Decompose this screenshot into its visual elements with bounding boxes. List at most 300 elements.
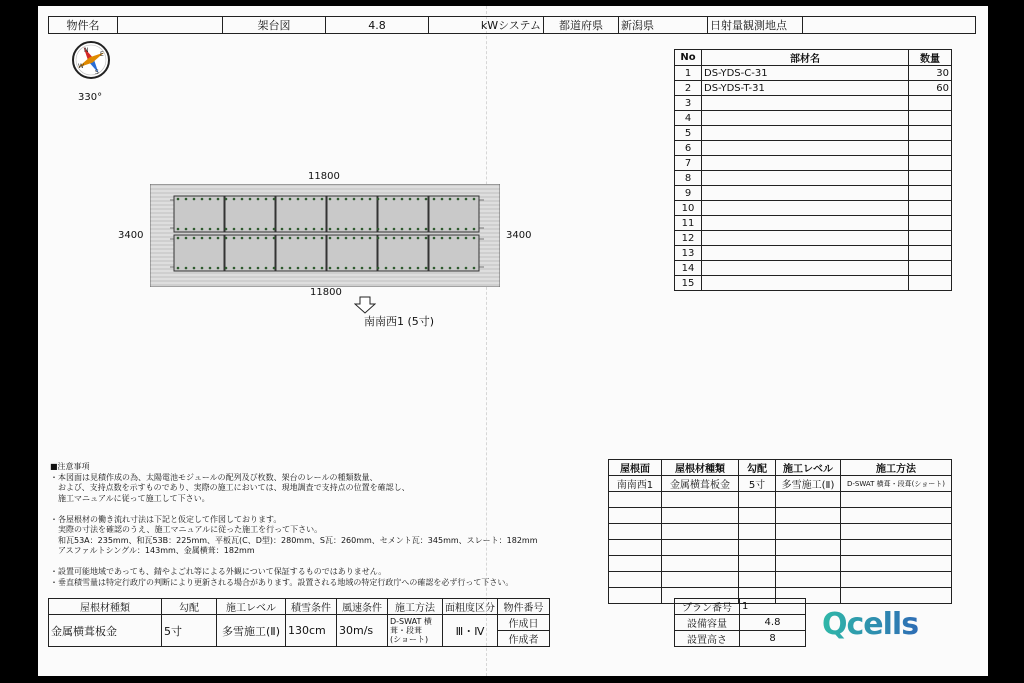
parts-no: 13 [675, 246, 702, 261]
parts-row [675, 156, 952, 171]
support-point [345, 267, 348, 270]
support-point [337, 267, 340, 270]
support-point [297, 198, 300, 201]
dimension-left: 3400 [118, 230, 144, 241]
parts-no: 1 [675, 66, 702, 81]
support-point [409, 237, 412, 240]
solar-module [225, 196, 275, 232]
parts-qty [909, 231, 952, 246]
notes-line: ・本図面は見積作成の為、太陽電池モジュールの配列及び枚数、架台のレールの種類数量、 [50, 472, 378, 482]
support-point [193, 228, 196, 231]
roof-cell [776, 556, 841, 572]
support-point [177, 228, 180, 231]
support-point [225, 237, 228, 240]
support-point [441, 228, 444, 231]
dimension-bottom: 11800 [310, 287, 342, 298]
support-point [185, 267, 188, 270]
roof-header-level: 施工レベル [776, 460, 841, 476]
support-point [233, 267, 236, 270]
support-point [209, 198, 212, 201]
support-point [233, 198, 236, 201]
parts-no: 3 [675, 96, 702, 111]
support-point [473, 198, 476, 201]
parts-name: DS-YDS-T-31 [702, 81, 909, 96]
plan-info-table [674, 598, 806, 647]
support-point [433, 198, 436, 201]
compass-letter-n: N [84, 47, 89, 54]
cond-header-slope: 勾配 [162, 599, 217, 615]
drawing-label: 架台図 [223, 17, 326, 34]
support-point [441, 267, 444, 270]
parts-row [675, 96, 952, 111]
solar-module [174, 196, 224, 232]
solar-module [327, 196, 377, 232]
parts-row [675, 216, 952, 231]
parts-no: 2 [675, 81, 702, 96]
parts-header-no: No [675, 50, 702, 66]
support-point [289, 267, 292, 270]
roof-row [609, 524, 952, 540]
parts-header-name: 部材名 [702, 50, 909, 66]
support-point [361, 237, 364, 240]
parts-no: 9 [675, 186, 702, 201]
parts-no: 10 [675, 201, 702, 216]
support-point [201, 198, 204, 201]
roof-cell [662, 572, 739, 588]
parts-no: 11 [675, 216, 702, 231]
parts-name [702, 96, 909, 111]
parts-qty [909, 201, 952, 216]
parts-qty [909, 111, 952, 126]
support-point [337, 228, 340, 231]
azimuth-label: 330° [78, 92, 103, 103]
support-point [297, 237, 300, 240]
support-point [425, 267, 428, 270]
roof-cell [662, 524, 739, 540]
support-point [433, 237, 436, 240]
plan-row [675, 615, 806, 631]
solar-module [378, 235, 428, 271]
parts-no: 5 [675, 126, 702, 141]
support-point [417, 198, 420, 201]
support-point [449, 267, 452, 270]
notes-line [50, 557, 610, 568]
roof-cell [841, 556, 952, 572]
support-point [273, 267, 276, 270]
support-point [257, 267, 260, 270]
parts-name [702, 156, 909, 171]
support-point [281, 267, 284, 270]
support-point [177, 198, 180, 201]
parts-qty [909, 141, 952, 156]
support-point [329, 267, 332, 270]
parts-qty [909, 216, 952, 231]
roof-cell [841, 540, 952, 556]
support-point [297, 267, 300, 270]
support-point [313, 267, 316, 270]
support-point [465, 228, 468, 231]
support-point [409, 267, 412, 270]
support-point [281, 237, 284, 240]
plan-value: 8 [740, 631, 806, 647]
support-point [417, 237, 420, 240]
support-point [361, 267, 364, 270]
support-point [241, 237, 244, 240]
notes-line [50, 504, 610, 515]
parts-table [674, 49, 952, 291]
support-point [201, 228, 204, 231]
roof-cell [739, 572, 776, 588]
support-point [449, 228, 452, 231]
header-table [48, 16, 976, 34]
solar-module [225, 235, 275, 271]
support-point [457, 237, 460, 240]
cond-header-level: 施工レベル [217, 599, 286, 615]
support-point [425, 228, 428, 231]
support-point [345, 237, 348, 240]
support-point [185, 228, 188, 231]
roof-cell [609, 540, 662, 556]
compass-letter-e: E [100, 51, 104, 58]
solar-module [429, 196, 479, 232]
roof-cell [662, 508, 739, 524]
roof-cell [609, 508, 662, 524]
support-point [225, 228, 228, 231]
roof-row [609, 556, 952, 572]
support-point [193, 237, 196, 240]
support-point [313, 237, 316, 240]
plan-row [675, 599, 806, 615]
support-point [281, 228, 284, 231]
roof-cell: 南南西1 [609, 476, 662, 492]
support-point [273, 237, 276, 240]
roof-cell [609, 492, 662, 508]
roof-row [609, 492, 952, 508]
support-point [257, 198, 260, 201]
support-point [457, 267, 460, 270]
support-point [377, 237, 380, 240]
parts-no: 15 [675, 276, 702, 291]
parts-name [702, 171, 909, 186]
support-point [393, 267, 396, 270]
support-point [433, 267, 436, 270]
compass-letter-s: S [95, 69, 99, 76]
support-point [409, 228, 412, 231]
support-point [353, 237, 356, 240]
plan-value: 1 [740, 599, 806, 615]
qcells-logo [820, 598, 950, 650]
support-point [385, 228, 388, 231]
roof-cell [776, 524, 841, 540]
support-point [401, 237, 404, 240]
parts-qty [909, 156, 952, 171]
support-point [241, 267, 244, 270]
support-point [377, 267, 380, 270]
support-point [177, 237, 180, 240]
parts-name [702, 141, 909, 156]
conditions-table [48, 598, 550, 647]
support-point [177, 267, 180, 270]
support-point [473, 237, 476, 240]
support-point [241, 228, 244, 231]
cond-header-snow: 積雪条件 [286, 599, 337, 615]
parts-header-qty: 数量 [909, 50, 952, 66]
roof-cell [739, 492, 776, 508]
cond-wind: 30m/s [337, 615, 388, 647]
parts-no: 6 [675, 141, 702, 156]
qcells-logo-icon [820, 598, 950, 646]
cond-roof-type: 金属横葺板金 [49, 615, 162, 647]
parts-row [675, 246, 952, 261]
parts-name [702, 111, 909, 126]
solar-module [174, 235, 224, 271]
support-point [369, 267, 372, 270]
support-point [305, 237, 308, 240]
support-point [249, 198, 252, 201]
support-point [417, 267, 420, 270]
support-point [337, 198, 340, 201]
support-point [329, 228, 332, 231]
support-point [425, 237, 428, 240]
parts-qty [909, 186, 952, 201]
support-point [209, 267, 212, 270]
support-point [465, 237, 468, 240]
plan-label: プラン番号 [675, 599, 740, 615]
solar-module [327, 235, 377, 271]
dimension-top: 11800 [308, 171, 340, 182]
roof-cell [776, 508, 841, 524]
cond-header-roof-type: 屋根材種類 [49, 599, 162, 615]
compass-icon [71, 40, 111, 80]
support-point [393, 237, 396, 240]
support-point [289, 237, 292, 240]
support-point [217, 228, 220, 231]
parts-row [675, 231, 952, 246]
support-point [377, 198, 380, 201]
support-point [465, 267, 468, 270]
support-point [457, 198, 460, 201]
cond-roughness: Ⅲ・Ⅳ [443, 615, 498, 647]
support-point [209, 228, 212, 231]
support-point [281, 198, 284, 201]
parts-qty [909, 261, 952, 276]
parts-name: DS-YDS-C-31 [702, 66, 909, 81]
support-point [441, 237, 444, 240]
support-point [361, 198, 364, 201]
roof-cell [609, 588, 662, 604]
notes-line: ・垂直積雪量は特定行政庁の判断により更新される場合があります。設置される地域の特定行政庁への確認を必ず行って下さい。 [50, 577, 514, 587]
support-point [473, 267, 476, 270]
support-point [265, 228, 268, 231]
roof-cell [609, 572, 662, 588]
roof-cell [776, 572, 841, 588]
parts-name [702, 261, 909, 276]
support-point [321, 198, 324, 201]
support-point [369, 228, 372, 231]
parts-name [702, 276, 909, 291]
roof-header-material: 屋根材種類 [662, 460, 739, 476]
roof-cell [662, 492, 739, 508]
notes-block [50, 462, 610, 588]
created-date-label: 作成日 [498, 615, 550, 631]
support-point [377, 228, 380, 231]
support-point [425, 198, 428, 201]
support-point [217, 198, 220, 201]
support-point [465, 198, 468, 201]
roof-cell [776, 540, 841, 556]
support-point [473, 228, 476, 231]
support-point [337, 237, 340, 240]
cond-method [388, 615, 443, 647]
roof-direction-label: 南南西1 (5寸) [364, 315, 435, 328]
support-point [441, 198, 444, 201]
support-point [289, 198, 292, 201]
parts-name [702, 186, 909, 201]
roof-cell: 5寸 [739, 476, 776, 492]
support-point [185, 237, 188, 240]
support-point [321, 228, 324, 231]
roof-surface-table [608, 459, 952, 604]
support-point [305, 198, 308, 201]
roof-row [609, 476, 952, 492]
roof-cell [609, 556, 662, 572]
support-point [257, 228, 260, 231]
parts-row [675, 111, 952, 126]
parts-name [702, 126, 909, 141]
roof-plan-svg [150, 184, 500, 287]
capacity-value: 4.8 [326, 17, 429, 34]
support-point [225, 267, 228, 270]
parts-row [675, 66, 952, 81]
support-point [305, 228, 308, 231]
roof-row [609, 540, 952, 556]
roof-cell [739, 540, 776, 556]
support-point [185, 198, 188, 201]
support-point [193, 267, 196, 270]
parts-qty [909, 276, 952, 291]
property-name [118, 17, 223, 34]
support-point [321, 237, 324, 240]
solar-module [378, 196, 428, 232]
roof-cell: D-SWAT 横葺・段葺(ショート) [841, 476, 952, 492]
roof-header-slope: 勾配 [739, 460, 776, 476]
parts-qty [909, 126, 952, 141]
notes-line: アスファルトシングル：143mm、金属横葺：182mm [50, 546, 255, 555]
support-point [393, 198, 396, 201]
notes-line: 施工マニュアルに従って施工して下さい。 [50, 493, 210, 503]
notes-line: および、支持点数を示すものであり、実際の施工においては、現地調査で支持点の位置を確認し、 [50, 483, 410, 492]
observation-point-value [803, 17, 976, 34]
parts-name [702, 201, 909, 216]
plan-value: 4.8 [740, 615, 806, 631]
support-point [401, 198, 404, 201]
support-point [409, 198, 412, 201]
parts-row [675, 171, 952, 186]
cond-snow: 130cm [286, 615, 337, 647]
cond-method-line1: D-SWAT 横 [390, 617, 432, 626]
roof-row [609, 508, 952, 524]
dimension-right: 3400 [506, 230, 532, 241]
solar-module [429, 235, 479, 271]
roof-cell [609, 524, 662, 540]
roof-header-surface: 屋根面 [609, 460, 662, 476]
support-point [265, 267, 268, 270]
svg-text:Qcells: Qcells [822, 607, 919, 642]
cond-header-property-no: 物件番号 [498, 599, 550, 615]
parts-no: 4 [675, 111, 702, 126]
support-point [449, 198, 452, 201]
support-point [233, 237, 236, 240]
notes-line: 実際の寸法を確認のうえ、施工マニュアルに従った施工を行って下さい。 [50, 525, 323, 534]
drawing-sheet [38, 6, 988, 676]
support-point [329, 198, 332, 201]
cond-method-line3: (ショート) [390, 635, 429, 644]
support-point [369, 237, 372, 240]
support-point [257, 237, 260, 240]
roof-cell [662, 540, 739, 556]
support-point [249, 237, 252, 240]
parts-row [675, 261, 952, 276]
compass-letter-w: W [78, 63, 84, 70]
roof-cell: 多雪施工(Ⅱ) [776, 476, 841, 492]
support-point [273, 198, 276, 201]
support-point [401, 267, 404, 270]
parts-name [702, 246, 909, 261]
support-point [201, 267, 204, 270]
support-point [217, 237, 220, 240]
support-point [449, 237, 452, 240]
cond-level: 多雪施工(Ⅱ) [217, 615, 286, 647]
support-point [241, 198, 244, 201]
roof-plan [150, 184, 500, 287]
notes-line: ・設置可能地域であっても、錆やよごれ等による外観について保証するものではありません。 [50, 567, 387, 576]
support-point [321, 267, 324, 270]
support-point [313, 198, 316, 201]
parts-row [675, 276, 952, 291]
support-point [361, 228, 364, 231]
support-point [201, 237, 204, 240]
support-point [385, 198, 388, 201]
support-point [305, 267, 308, 270]
parts-qty: 30 [909, 66, 952, 81]
cond-method-line2: 葺・段葺 [390, 626, 422, 635]
notes-line: 和瓦53A：235mm、和瓦53B：225mm、平板瓦(C、D型)：280mm、S瓦：260mm、セメント瓦：345mm、スレート：182mm [50, 535, 538, 545]
compass [71, 40, 111, 80]
roof-cell [841, 524, 952, 540]
support-point [313, 228, 316, 231]
support-point [353, 267, 356, 270]
support-point [385, 237, 388, 240]
parts-qty: 60 [909, 81, 952, 96]
parts-row [675, 186, 952, 201]
support-point [217, 267, 220, 270]
support-point [345, 198, 348, 201]
parts-row [675, 81, 952, 96]
observation-point-label: 日射量観測地点 [708, 17, 803, 34]
plan-label: 設備容量 [675, 615, 740, 631]
plan-label: 設置高さ [675, 631, 740, 647]
roof-header-method: 施工方法 [841, 460, 952, 476]
parts-row [675, 141, 952, 156]
parts-qty [909, 171, 952, 186]
cond-header-roughness: 面粗度区分 [443, 599, 498, 615]
roof-row [609, 572, 952, 588]
parts-no: 7 [675, 156, 702, 171]
roof-cell [776, 492, 841, 508]
support-point [369, 198, 372, 201]
support-point [289, 228, 292, 231]
prefecture-value: 新潟県 [619, 17, 708, 34]
